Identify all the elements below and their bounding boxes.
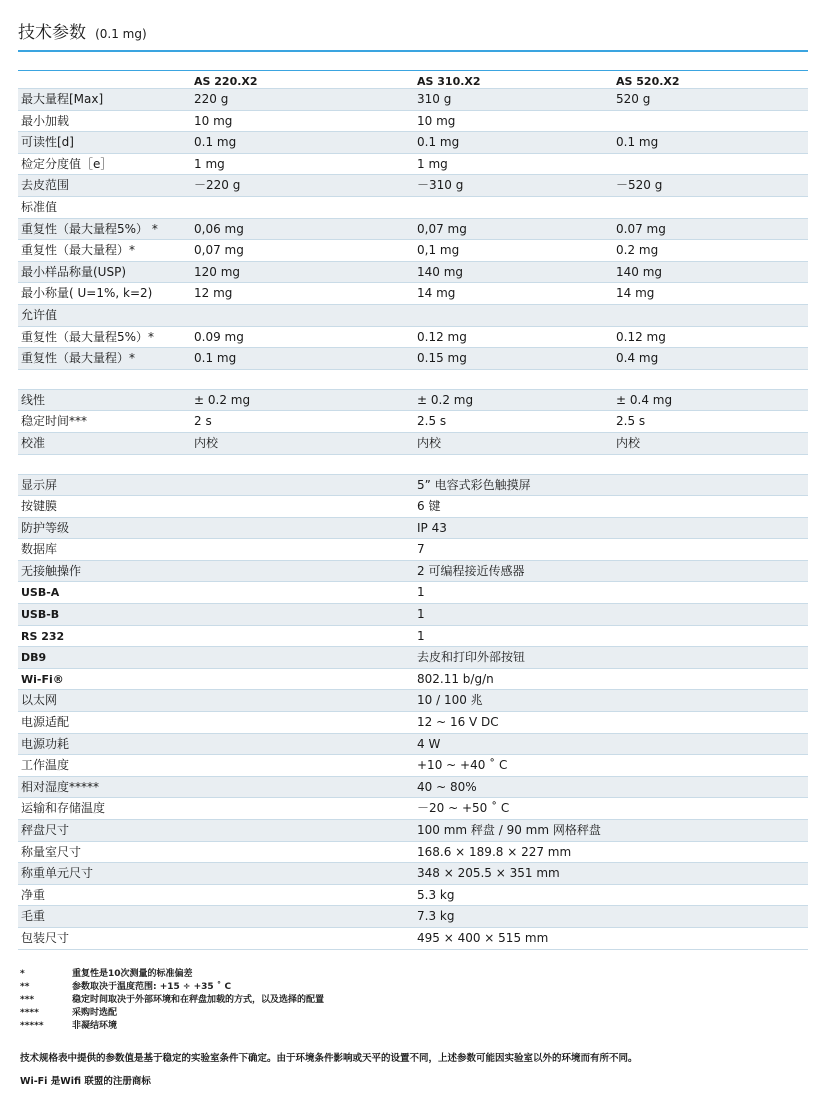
table-row bbox=[18, 327, 808, 349]
row-value: 220 g bbox=[194, 92, 229, 106]
row-label: Wi-Fi® bbox=[21, 672, 64, 686]
table-row bbox=[18, 842, 808, 864]
row-label: 重复性（最大量程5%） * bbox=[21, 221, 158, 236]
row-value: 0,06 mg bbox=[194, 221, 244, 236]
row-label: 按键膜 bbox=[21, 499, 58, 514]
page-title bbox=[18, 18, 808, 52]
row-value: 10 mg bbox=[194, 113, 233, 128]
table-row bbox=[18, 561, 808, 583]
row-label: 允许值 bbox=[21, 307, 58, 322]
row-value: 0.2 mg bbox=[616, 243, 659, 258]
row-value: ± 0.2 mg bbox=[194, 392, 251, 407]
row-value: 2.5 s bbox=[417, 414, 447, 429]
row-value: 1 mg bbox=[417, 156, 448, 171]
row-label: 净重 bbox=[21, 887, 46, 902]
row-value: 0.1 mg bbox=[417, 135, 460, 150]
table-row bbox=[18, 154, 808, 176]
table-row bbox=[18, 132, 808, 154]
footnote-mark: ***** bbox=[20, 1021, 44, 1031]
row-label: 以太网 bbox=[21, 693, 58, 708]
row-value: 0.09 mg bbox=[194, 329, 244, 344]
table-row bbox=[18, 539, 808, 561]
row-value: 0.1 mg bbox=[194, 351, 237, 366]
table-row bbox=[18, 305, 808, 327]
row-value: 内校 bbox=[417, 435, 442, 450]
title-sub: (0.1 mg) bbox=[95, 27, 147, 41]
row-value: 1 bbox=[417, 628, 425, 643]
row-label: 线性 bbox=[21, 392, 46, 407]
row-value: 0,1 mg bbox=[417, 243, 460, 258]
table-spacer bbox=[18, 370, 808, 390]
table-row bbox=[18, 863, 808, 885]
row-label: 校准 bbox=[21, 435, 46, 450]
row-value: 0,07 mg bbox=[417, 221, 467, 236]
table-row bbox=[18, 283, 808, 305]
row-value: 140 mg bbox=[417, 264, 464, 279]
row-value: 5.3 kg bbox=[417, 887, 455, 902]
table-row bbox=[18, 262, 808, 284]
row-value: 7.3 kg bbox=[417, 909, 455, 924]
footnote-text: 参数取决于温度范围: +15 ÷ +35 ˚ C bbox=[72, 982, 232, 992]
row-label: 数据库 bbox=[21, 542, 58, 557]
table-row bbox=[18, 219, 808, 241]
table-row bbox=[18, 197, 808, 219]
footnote-text: 非凝结环境 bbox=[72, 1021, 118, 1031]
row-label: 相对湿度***** bbox=[21, 779, 100, 794]
row-label: 最大量程[Max] bbox=[21, 92, 104, 106]
footnote-mark: *** bbox=[20, 995, 35, 1005]
trademark-text: Wi-Fi 是Wifi 联盟的注册商标 bbox=[20, 1076, 151, 1087]
disclaimer-text: 技术规格表中提供的参数值是基于稳定的实验室条件下确定。由于环境条件影响或天平的设置不同，上述参数可能因实验室以外的环境而有所不同。 bbox=[20, 1053, 638, 1064]
row-label: 称量室尺寸 bbox=[21, 844, 82, 859]
row-value: －20 ~ +50 ˚ C bbox=[417, 801, 510, 816]
table-row bbox=[18, 475, 808, 497]
row-value: 100 mm 秤盘 / 90 mm 网格秤盘 bbox=[417, 823, 601, 837]
footnote-item bbox=[18, 1007, 808, 1020]
table-spacer bbox=[18, 455, 808, 475]
footnote-item bbox=[18, 968, 808, 981]
table-row bbox=[18, 390, 808, 412]
row-label: USB-B bbox=[21, 608, 60, 622]
row-value: 14 mg bbox=[417, 286, 456, 301]
footnote-text: 稳定时间取决于外部环境和在秤盘加载的方式，以及选择的配置 bbox=[72, 995, 325, 1005]
row-value: 520 g bbox=[616, 92, 651, 106]
table-row bbox=[18, 734, 808, 756]
row-label: 秤盘尺寸 bbox=[21, 823, 70, 837]
row-value: 140 mg bbox=[616, 264, 663, 279]
table-row bbox=[18, 582, 808, 604]
row-label: 重复性（最大量程5%）* bbox=[21, 329, 155, 344]
table-row bbox=[18, 111, 808, 133]
row-label: 稳定时间*** bbox=[21, 414, 88, 429]
row-label: 最小称量( U=1%, k=2) bbox=[21, 286, 153, 301]
row-value: 12 mg bbox=[194, 286, 233, 301]
row-label: 无接触操作 bbox=[21, 563, 82, 578]
footnote-item bbox=[18, 994, 808, 1007]
footnote-text: 重复性是10次测量的标准偏差 bbox=[72, 969, 193, 979]
row-value: ± 0.4 mg bbox=[616, 392, 673, 407]
table-header-row bbox=[18, 71, 808, 89]
row-label: 电源功耗 bbox=[21, 736, 70, 751]
row-value: 0.4 mg bbox=[616, 351, 659, 366]
row-value: －220 g bbox=[194, 178, 241, 193]
row-value: 去皮和打印外部按钮 bbox=[417, 650, 526, 665]
spec-table bbox=[18, 70, 808, 950]
row-value: 5” 电容式彩色触摸屏 bbox=[417, 477, 531, 492]
row-value: 310 g bbox=[417, 92, 452, 106]
row-value: 14 mg bbox=[616, 286, 655, 301]
footnote-item bbox=[18, 1020, 808, 1033]
row-value: 12 ~ 16 V DC bbox=[417, 715, 499, 730]
column-header: AS 220.X2 bbox=[194, 75, 258, 88]
column-header: AS 520.X2 bbox=[616, 75, 680, 88]
row-value: －520 g bbox=[616, 178, 663, 193]
row-label: 重复性（最大量程）* bbox=[21, 351, 136, 366]
row-value: 40 ~ 80% bbox=[417, 779, 477, 794]
footnote-item bbox=[18, 981, 808, 994]
table-row bbox=[18, 885, 808, 907]
table-row bbox=[18, 647, 808, 669]
footnote-text: 采购时选配 bbox=[72, 1008, 118, 1018]
table-row bbox=[18, 411, 808, 433]
table-row bbox=[18, 496, 808, 518]
row-label: 最小样品称量(USP) bbox=[21, 264, 127, 279]
table-row bbox=[18, 906, 808, 928]
table-row bbox=[18, 175, 808, 197]
table-row bbox=[18, 626, 808, 648]
row-label: USB-A bbox=[21, 586, 60, 600]
row-label: 去皮范围 bbox=[21, 178, 70, 193]
row-label: RS 232 bbox=[21, 629, 65, 643]
table-row bbox=[18, 755, 808, 777]
row-label: 包装尺寸 bbox=[21, 930, 70, 945]
row-value: 348 × 205.5 × 351 mm bbox=[417, 866, 560, 881]
row-value: 0.12 mg bbox=[417, 329, 467, 344]
table-row bbox=[18, 433, 808, 455]
row-value: 1 bbox=[417, 607, 425, 622]
row-label: 重复性（最大量程）* bbox=[21, 243, 136, 258]
row-value: 0.1 mg bbox=[194, 135, 237, 150]
footnote-mark: **** bbox=[20, 1008, 39, 1018]
table-row bbox=[18, 89, 808, 111]
table-row bbox=[18, 712, 808, 734]
row-value: 0.12 mg bbox=[616, 329, 666, 344]
row-value: 6 键 bbox=[417, 499, 441, 514]
row-value: +10 ~ +40 ˚ C bbox=[417, 758, 508, 773]
row-label: 可读性[d] bbox=[21, 135, 74, 150]
footnote-mark: ** bbox=[20, 982, 30, 992]
footnote-mark: * bbox=[20, 969, 25, 979]
row-value: 2 可编程接近传感器 bbox=[417, 563, 525, 578]
table-row bbox=[18, 690, 808, 712]
row-value: 2.5 s bbox=[616, 414, 646, 429]
footnote-list bbox=[18, 968, 808, 1033]
row-value: 168.6 × 189.8 × 227 mm bbox=[417, 844, 572, 859]
row-value: 4 W bbox=[417, 736, 441, 751]
row-label: 最小加载 bbox=[21, 113, 70, 128]
row-value: 2 s bbox=[194, 414, 212, 429]
row-value: 10 / 100 兆 bbox=[417, 693, 483, 708]
table-row bbox=[18, 820, 808, 842]
row-label: 显示屏 bbox=[21, 477, 58, 492]
row-value: 7 bbox=[417, 542, 425, 557]
row-value: 内校 bbox=[616, 435, 641, 450]
row-label: 防护等级 bbox=[21, 520, 70, 535]
row-value: ± 0.2 mg bbox=[417, 392, 474, 407]
row-value: 内校 bbox=[194, 435, 219, 450]
row-label: 标准值 bbox=[21, 199, 58, 214]
row-value: 1 bbox=[417, 585, 425, 600]
row-value: 1 mg bbox=[194, 156, 225, 171]
row-label: 运输和存储温度 bbox=[21, 801, 106, 816]
row-value: 0.1 mg bbox=[616, 135, 659, 150]
row-value: IP 43 bbox=[417, 520, 447, 535]
row-value: 10 mg bbox=[417, 113, 456, 128]
row-label: 电源适配 bbox=[21, 715, 70, 730]
row-label: 称重单元尺寸 bbox=[21, 866, 94, 881]
table-row bbox=[18, 798, 808, 820]
table-row bbox=[18, 518, 808, 540]
row-value: 495 × 400 × 515 mm bbox=[417, 930, 549, 945]
table-row bbox=[18, 777, 808, 799]
row-value: 802.11 b/g/n bbox=[417, 671, 494, 686]
table-row bbox=[18, 928, 808, 950]
title-main: 技术参数 bbox=[18, 23, 86, 43]
table-row bbox=[18, 669, 808, 691]
row-value: 0.15 mg bbox=[417, 351, 467, 366]
row-value: －310 g bbox=[417, 178, 464, 193]
table-row bbox=[18, 348, 808, 370]
row-value: 0,07 mg bbox=[194, 243, 244, 258]
row-label: DB9 bbox=[21, 651, 47, 665]
row-value: 0.07 mg bbox=[616, 221, 666, 236]
row-label: 毛重 bbox=[21, 909, 46, 924]
table-row bbox=[18, 604, 808, 626]
row-label: 检定分度值［e］ bbox=[21, 156, 113, 171]
row-value: 120 mg bbox=[194, 264, 241, 279]
column-header: AS 310.X2 bbox=[417, 75, 481, 88]
row-label: 工作温度 bbox=[21, 758, 70, 773]
table-row bbox=[18, 240, 808, 262]
